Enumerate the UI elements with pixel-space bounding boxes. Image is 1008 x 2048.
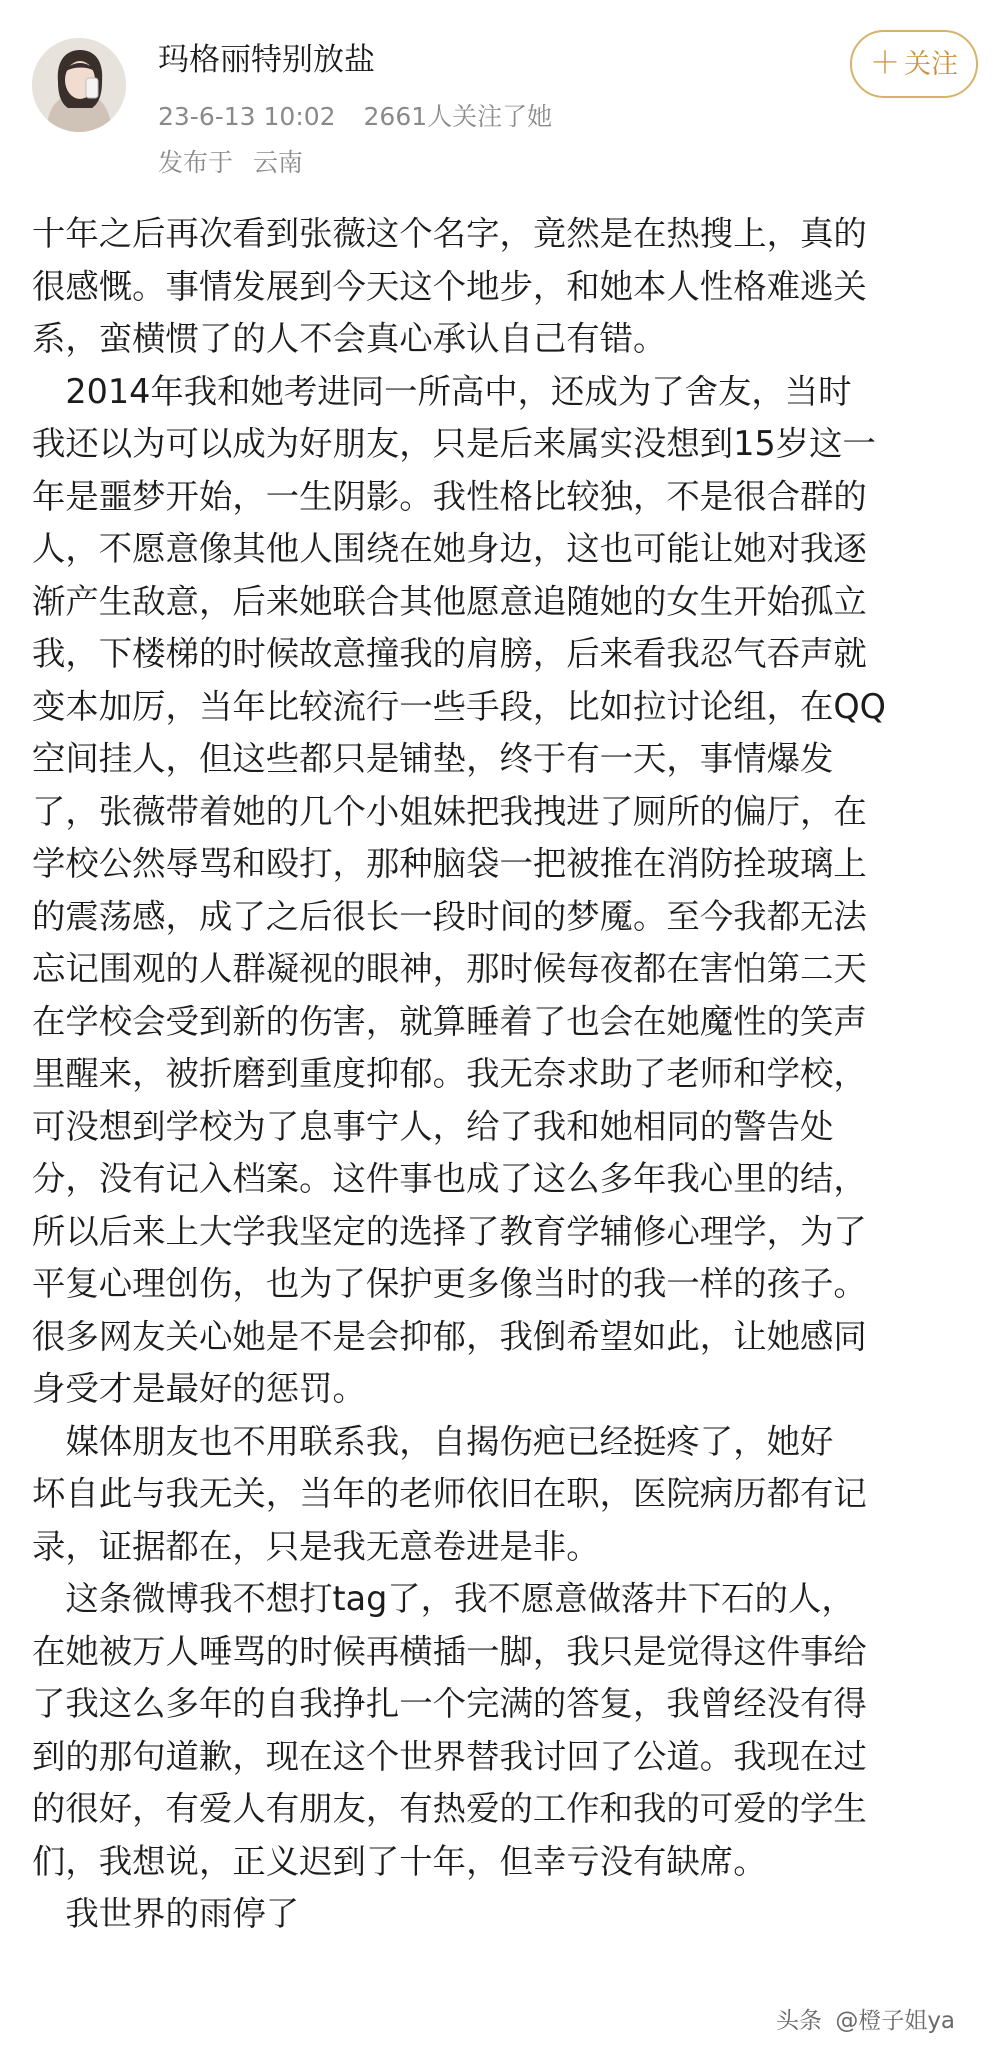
plus-icon: ＋ <box>870 46 900 81</box>
post-line: 年是噩梦开始，一生阴影。我性格比较独，不是很合群的 <box>32 476 867 516</box>
post-line: 的很好，有爱人有朋友，有热爱的工作和我的可爱的学生 <box>32 1789 867 1828</box>
post-line: 我还以为可以成为好朋友，只是后来属实没想到15岁这一 <box>32 424 876 463</box>
watermark-platform: 头条 <box>776 2008 822 2034</box>
post-line: 十年之后再次看到张薇这个名字，竟然是在热搜上，真的 <box>32 214 867 253</box>
post-line: 忘记围观的人群凝视的眼神，那时候每夜都在害怕第二天 <box>32 949 867 988</box>
author-name[interactable]: 玛格丽特别放盐 <box>158 42 375 78</box>
post-line: 身受才是最好的惩罚。 <box>32 1369 366 1408</box>
post-line: 到的那句道歉，现在这个世界替我讨回了公道。我现在过 <box>32 1736 867 1776</box>
follower-count: 2661人关注了她 <box>363 102 553 131</box>
post-line: 人，不愿意像其他人围绕在她身边，这也可能让她对我逐 <box>32 529 867 568</box>
post-header <box>0 0 1008 190</box>
post-line: 2014年我和她考进同一所高中，还成为了舍友，当时 <box>32 371 852 411</box>
location-label: 发布于 <box>158 148 234 177</box>
post-line: 学校公然辱骂和殴打，那种脑袋一把被推在消防拴玻璃上 <box>32 844 867 883</box>
post-line: 这条微博我不想打tag了，我不愿意做落井下石的人， <box>32 1579 855 1618</box>
post-line: 空间挂人，但这些都只是铺垫，终于有一天，事情爆发 <box>32 739 834 778</box>
post-line: 我，下楼梯的时候故意撞我的肩膀，后来看我忍气吞声就 <box>32 634 867 673</box>
post-date: 23-6-13 10:02 <box>158 102 336 131</box>
post-line: 变本加厉，当年比较流行一些手段，比如拉讨论组，在QQ <box>32 686 886 726</box>
post-meta <box>158 100 552 134</box>
post-line: 所以后来上大学我坚定的选择了教育学辅修心理学，为了 <box>32 1211 867 1251</box>
post-line: 了，张薇带着她的几个小姐妹把我拽进了厕所的偏厅，在 <box>32 791 867 831</box>
post-line: 在她被万人唾骂的时候再横插一脚，我只是觉得这件事给 <box>32 1631 867 1671</box>
post-location <box>158 146 303 180</box>
post-line: 的震荡感，成了之后很长一段时间的梦魇。至今我都无法 <box>32 896 867 936</box>
post-line: 很感慨。事情发展到今天这个地步，和她本人性格难逃关 <box>32 266 867 306</box>
avatar[interactable] <box>32 38 126 132</box>
avatar-image <box>32 38 126 132</box>
post-line: 很多网友关心她是不是会抑郁，我倒希望如此，让她感同 <box>32 1316 867 1356</box>
post-line: 在学校会受到新的伤害，就算睡着了也会在她魔性的笑声 <box>32 1001 867 1041</box>
post-line: 我世界的雨停了 <box>32 1894 300 1933</box>
post-line: 坏自此与我无关，当年的老师依旧在职，医院病历都有记 <box>32 1474 867 1513</box>
post-line: 系，蛮横惯了的人不会真心承认自己有错。 <box>32 319 667 358</box>
follow-button[interactable] <box>850 30 978 98</box>
post-line: 里醒来，被折磨到重度抑郁。我无奈求助了老师和学校， <box>32 1054 867 1093</box>
watermark-handle: @橙子姐ya <box>835 2008 956 2034</box>
follow-button-label: 关注 <box>904 49 958 80</box>
post-line: 录，证据都在，只是我无意卷进是非。 <box>32 1526 600 1566</box>
post-line: 可没想到学校为了息事宁人，给了我和她相同的警告处 <box>32 1106 834 1146</box>
post-line: 们，我想说，正义迟到了十年，但幸亏没有缺席。 <box>32 1841 767 1881</box>
post-line: 了我这么多年的自我挣扎一个完满的答复，我曾经没有得 <box>32 1684 867 1723</box>
post-line: 平复心理创伤，也为了保护更多像当时的我一样的孩子。 <box>32 1264 867 1303</box>
post-line: 媒体朋友也不用联系我，自揭伤疤已经挺疼了，她好 <box>32 1421 834 1461</box>
post-line: 分，没有记入档案。这件事也成了这么多年我心里的结， <box>32 1159 867 1198</box>
post-body <box>32 208 984 1941</box>
watermark <box>776 2006 955 2036</box>
post-line: 渐产生敌意，后来她联合其他愿意追随她的女生开始孤立 <box>32 581 867 621</box>
location-value: 云南 <box>252 148 303 177</box>
